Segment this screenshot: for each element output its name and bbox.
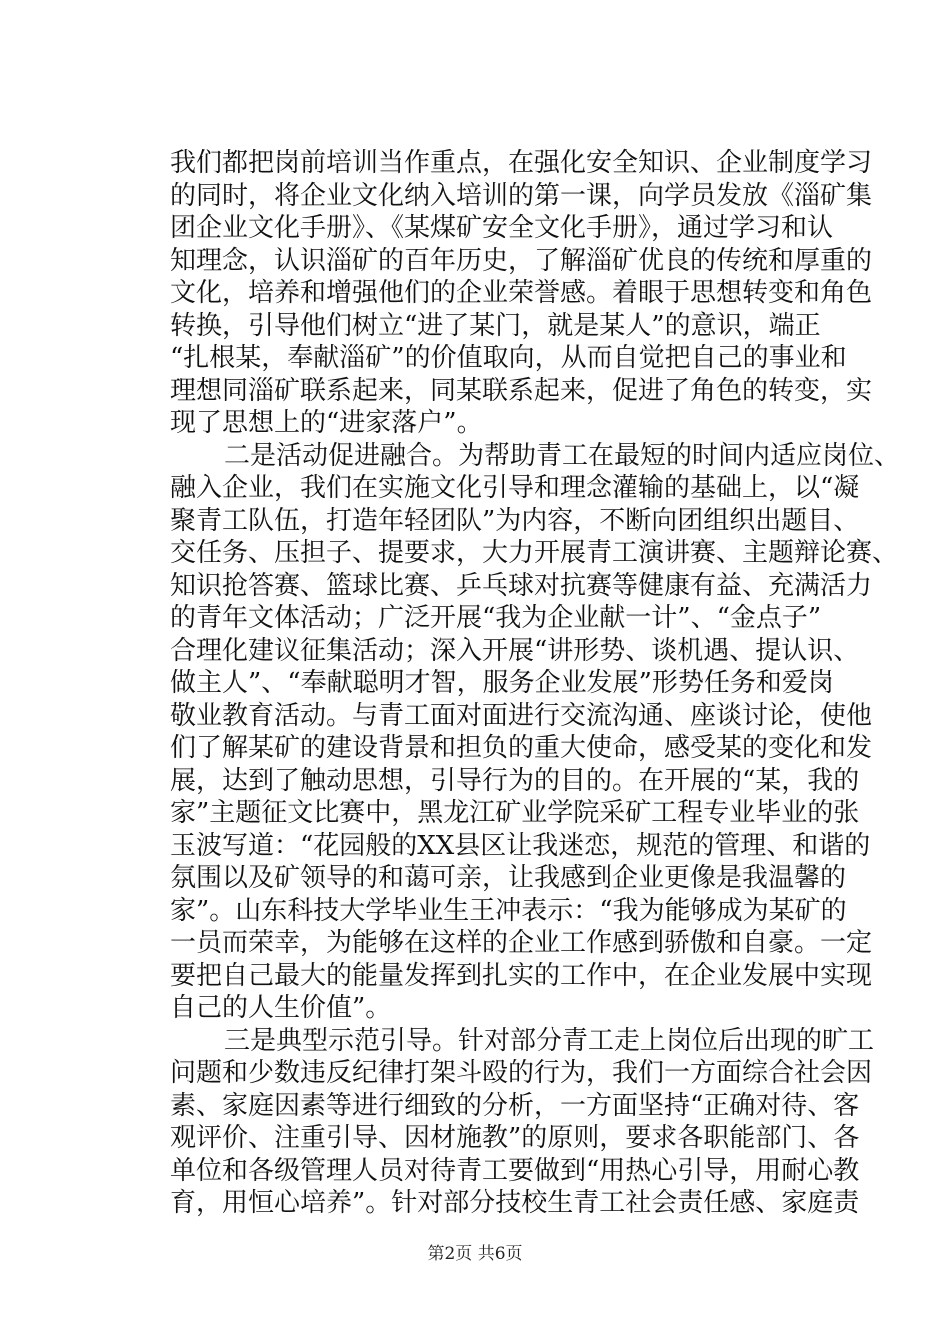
paragraph-start-line: 三是典型示范引导。针对部分青工走上岗位后出现的旷工 bbox=[224, 1025, 875, 1056]
text-line: 文化，培养和增强他们的企业荣誉感。着眼于思想转变和角色 bbox=[170, 278, 873, 308]
text-line: 交任务、压担子、提要求，大力开展青工演讲赛、主题辩论赛、 bbox=[170, 538, 899, 568]
text-line: 知识抢答赛、篮球比赛、乒乓球对抗赛等健康有益、充满活力 bbox=[170, 570, 873, 601]
text-line: 理想同淄矿联系起来，同某联系起来，促进了角色的转变，实 bbox=[170, 375, 873, 406]
text-line: 问题和少数违反纪律打架斗殴的行为，我们一方面综合社会因 bbox=[170, 1058, 873, 1088]
text-line: 的同时，将企业文化纳入培训的第一课，向学员发放《淄矿集 bbox=[170, 180, 873, 211]
text-line: 自己的人生价值”。 bbox=[170, 993, 392, 1023]
text-line: 一员而荣幸，为能够在这样的企业工作感到骄傲和自豪。一定 bbox=[170, 928, 873, 958]
text-line: 我们都把岗前培训当作重点，在强化安全知识、企业制度学习 bbox=[170, 148, 873, 178]
text-line: 知理念，认识淄矿的百年历史，了解淄矿优良的传统和厚重的 bbox=[170, 245, 873, 276]
text-line: 家”主题征文比赛中，黑龙江矿业学院采矿工程专业毕业的张 bbox=[170, 798, 860, 828]
text-line: 做主人”、“奉献聪明才智，服务企业发展”形势任务和爱岗 bbox=[170, 668, 834, 698]
text-line: 素、家庭因素等进行细致的分析，一方面坚持“正确对待、客 bbox=[170, 1090, 860, 1121]
text-line: 团企业文化手册》、《某煤矿安全文化手册》，通过学习和认 bbox=[170, 213, 834, 243]
text-line: 合理化建议征集活动；深入开展“讲形势、谈机遇、提认识、 bbox=[170, 635, 860, 666]
text-line: 玉波写道：“花园般的XX县区让我迷恋，规范的管理、和谐的 bbox=[170, 830, 871, 861]
paragraph-start-line: 二是活动促进融合。为帮助青工在最短的时间内适应岗位、 bbox=[224, 440, 901, 471]
text-line: 观评价、注重引导、因材施教”的原则，要求各职能部门、各 bbox=[170, 1123, 860, 1153]
text-line: 氛围以及矿领导的和蔼可亲，让我感到企业更像是我温馨的 bbox=[170, 863, 847, 893]
text-line: 融入企业，我们在实施文化引导和理念灌输的基础上，以“凝 bbox=[170, 473, 860, 503]
text-line: 家”。山东科技大学毕业生王冲表示：“我为能够成为某矿的 bbox=[170, 895, 847, 926]
text-line: 要把自己最大的能量发挥到扎实的工作中，在企业发展中实现 bbox=[170, 960, 873, 991]
text-line: 的青年文体活动；广泛开展“我为企业献一计”、“金点子” bbox=[170, 603, 822, 633]
text-line: 聚青工队伍，打造年轻团队”为内容，不断向团组织出题目、 bbox=[170, 505, 860, 536]
page-number-footer: 第2页 共6页 bbox=[427, 1244, 523, 1264]
text-line: 敬业教育活动。与青工面对面进行交流沟通、座谈讨论，使他 bbox=[170, 700, 873, 731]
text-line: 现了思想上的“进家落户”。 bbox=[170, 408, 483, 438]
text-line: “扎根某，奉献淄矿”的价值取向，从而自觉把自己的事业和 bbox=[170, 343, 847, 373]
text-line: 育，用恒心培养”。针对部分技校生青工社会责任感、家庭责 bbox=[170, 1188, 860, 1218]
text-line: 单位和各级管理人员对待青工要做到“用热心引导，用耐心教 bbox=[170, 1155, 860, 1186]
text-line: 们了解某矿的建设背景和担负的重大使命，感受某的变化和发 bbox=[170, 733, 873, 763]
text-line: 展，达到了触动思想，引导行为的目的。在开展的“某，我的 bbox=[170, 765, 860, 796]
text-line: 转换，引导他们树立“进了某门，就是某人”的意识，端正 bbox=[170, 310, 821, 341]
